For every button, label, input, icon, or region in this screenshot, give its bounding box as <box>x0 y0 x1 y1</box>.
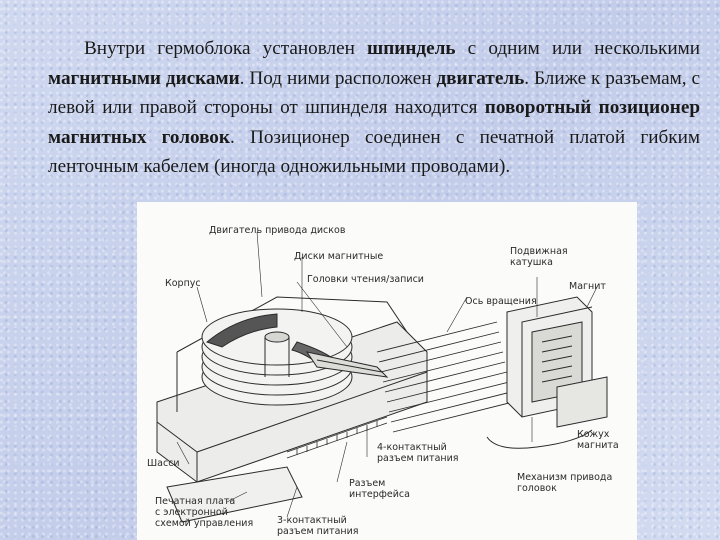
text-run: . Позиционер соединен с печатной платой гибким ленточным кабелем (иногда одножильными проводами). <box>48 126 701 177</box>
label-pcb-1: Печатная плата <box>155 496 236 507</box>
description-paragraph <box>48 34 700 182</box>
label-case: Корпус <box>165 278 201 289</box>
label-4pin-2: разъем питания <box>377 453 459 464</box>
term-magnetic-disks: магнитными дисками <box>48 67 240 89</box>
label-magnetic-disks: Диски магнитные <box>294 251 384 262</box>
label-magnet: Магнит <box>569 281 606 292</box>
label-interface-2: интерфейса <box>349 489 410 500</box>
label-rw-heads: Головки чтения/записи <box>307 274 424 285</box>
label-interface-1: Разъем <box>349 478 386 489</box>
term-head-positioner: поворотный позиционер магнитных головок <box>48 97 701 148</box>
term-motor: двигатель <box>436 67 525 89</box>
label-magnet-cover-2: магнита <box>577 440 619 451</box>
label-4pin-1: 4-контактный <box>377 442 447 453</box>
label-moving-coil-1: Подвижная <box>510 246 568 257</box>
label-chassis: Шасси <box>147 458 180 469</box>
term-spindle: шпиндель <box>367 38 456 59</box>
text-run: . Под ними расположен <box>239 67 437 89</box>
label-3pin-1: 3-контактный <box>277 515 347 526</box>
label-head-drive-2: головок <box>517 483 557 494</box>
label-moving-coil-2: катушка <box>510 257 553 268</box>
label-rotation-axis: Ось вращения <box>465 296 537 307</box>
text-run: Внутри гермоблока установлен <box>84 38 368 59</box>
hdd-diagram <box>137 202 637 540</box>
label-disk-motor: Двигатель привода дисков <box>209 225 346 236</box>
label-head-drive-1: Механизм привода <box>517 472 613 483</box>
text-run: с одним или несколькими <box>455 38 701 59</box>
label-pcb-3: схемой управления <box>155 518 254 529</box>
label-pcb-2: с электронной <box>155 507 228 518</box>
label-3pin-2: разъем питания <box>277 526 359 537</box>
label-magnet-cover-1: Кожух <box>577 429 610 440</box>
text-run: . Ближе к разъемам, с левой или правой стороны от шпинделя находится <box>48 67 701 118</box>
